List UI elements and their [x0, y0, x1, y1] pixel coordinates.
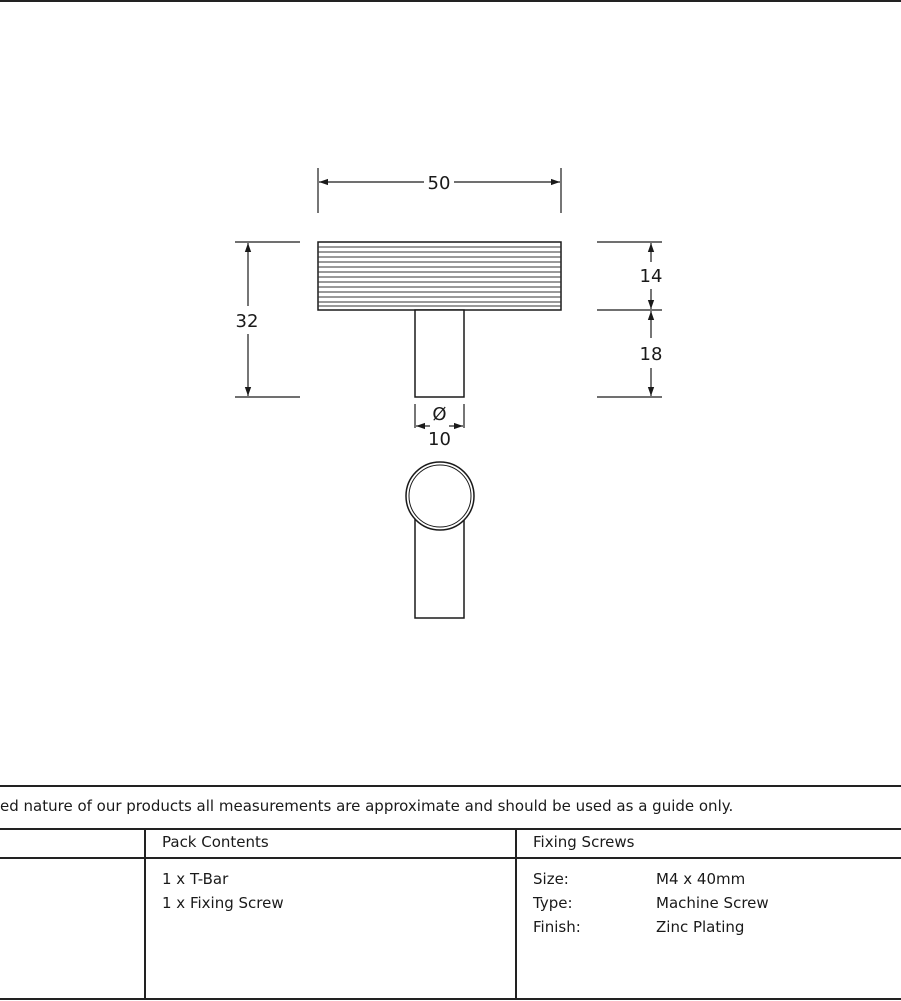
- diameter-dimension: [415, 404, 464, 450]
- column-divider-2: [515, 829, 517, 999]
- shank-height-label: 18: [639, 344, 663, 365]
- table-bottom-border: [0, 998, 901, 1000]
- screw-finish-label: Finish:: [533, 918, 581, 936]
- screw-finish-value: Zinc Plating: [656, 918, 745, 936]
- pack-item: 1 x T-Bar: [162, 870, 229, 888]
- width-dimension: [318, 168, 561, 213]
- section-dimensions: [597, 242, 662, 397]
- pack-item: 1 x Fixing Screw: [162, 894, 284, 912]
- t-bar-head: [318, 242, 561, 310]
- diameter-symbol: Ø: [432, 404, 447, 425]
- width-label: 50: [427, 173, 451, 194]
- head-height-label: 14: [639, 266, 663, 287]
- header-divider: [0, 857, 901, 859]
- disclaimer-row: [0, 785, 901, 827]
- fixing-screws-heading: Fixing Screws: [533, 833, 635, 851]
- t-bar-shank: [415, 310, 464, 397]
- screw-size-label: Size:: [533, 870, 569, 888]
- side-view: [406, 462, 474, 618]
- table-divider: [0, 828, 901, 830]
- diameter-label: 10: [428, 429, 451, 450]
- screw-size-value: M4 x 40mm: [656, 870, 746, 888]
- spec-table: [0, 785, 901, 1001]
- screw-type-value: Machine Screw: [656, 894, 769, 912]
- height-label: 32: [235, 311, 259, 332]
- height-dimension: [235, 242, 300, 397]
- screw-type-label: Type:: [533, 894, 573, 912]
- pack-contents-heading: Pack Contents: [162, 833, 269, 851]
- disclaimer-text: ed nature of our products all measurements are approximate and should be used as a guide only.: [0, 797, 734, 815]
- column-divider-1: [144, 829, 146, 999]
